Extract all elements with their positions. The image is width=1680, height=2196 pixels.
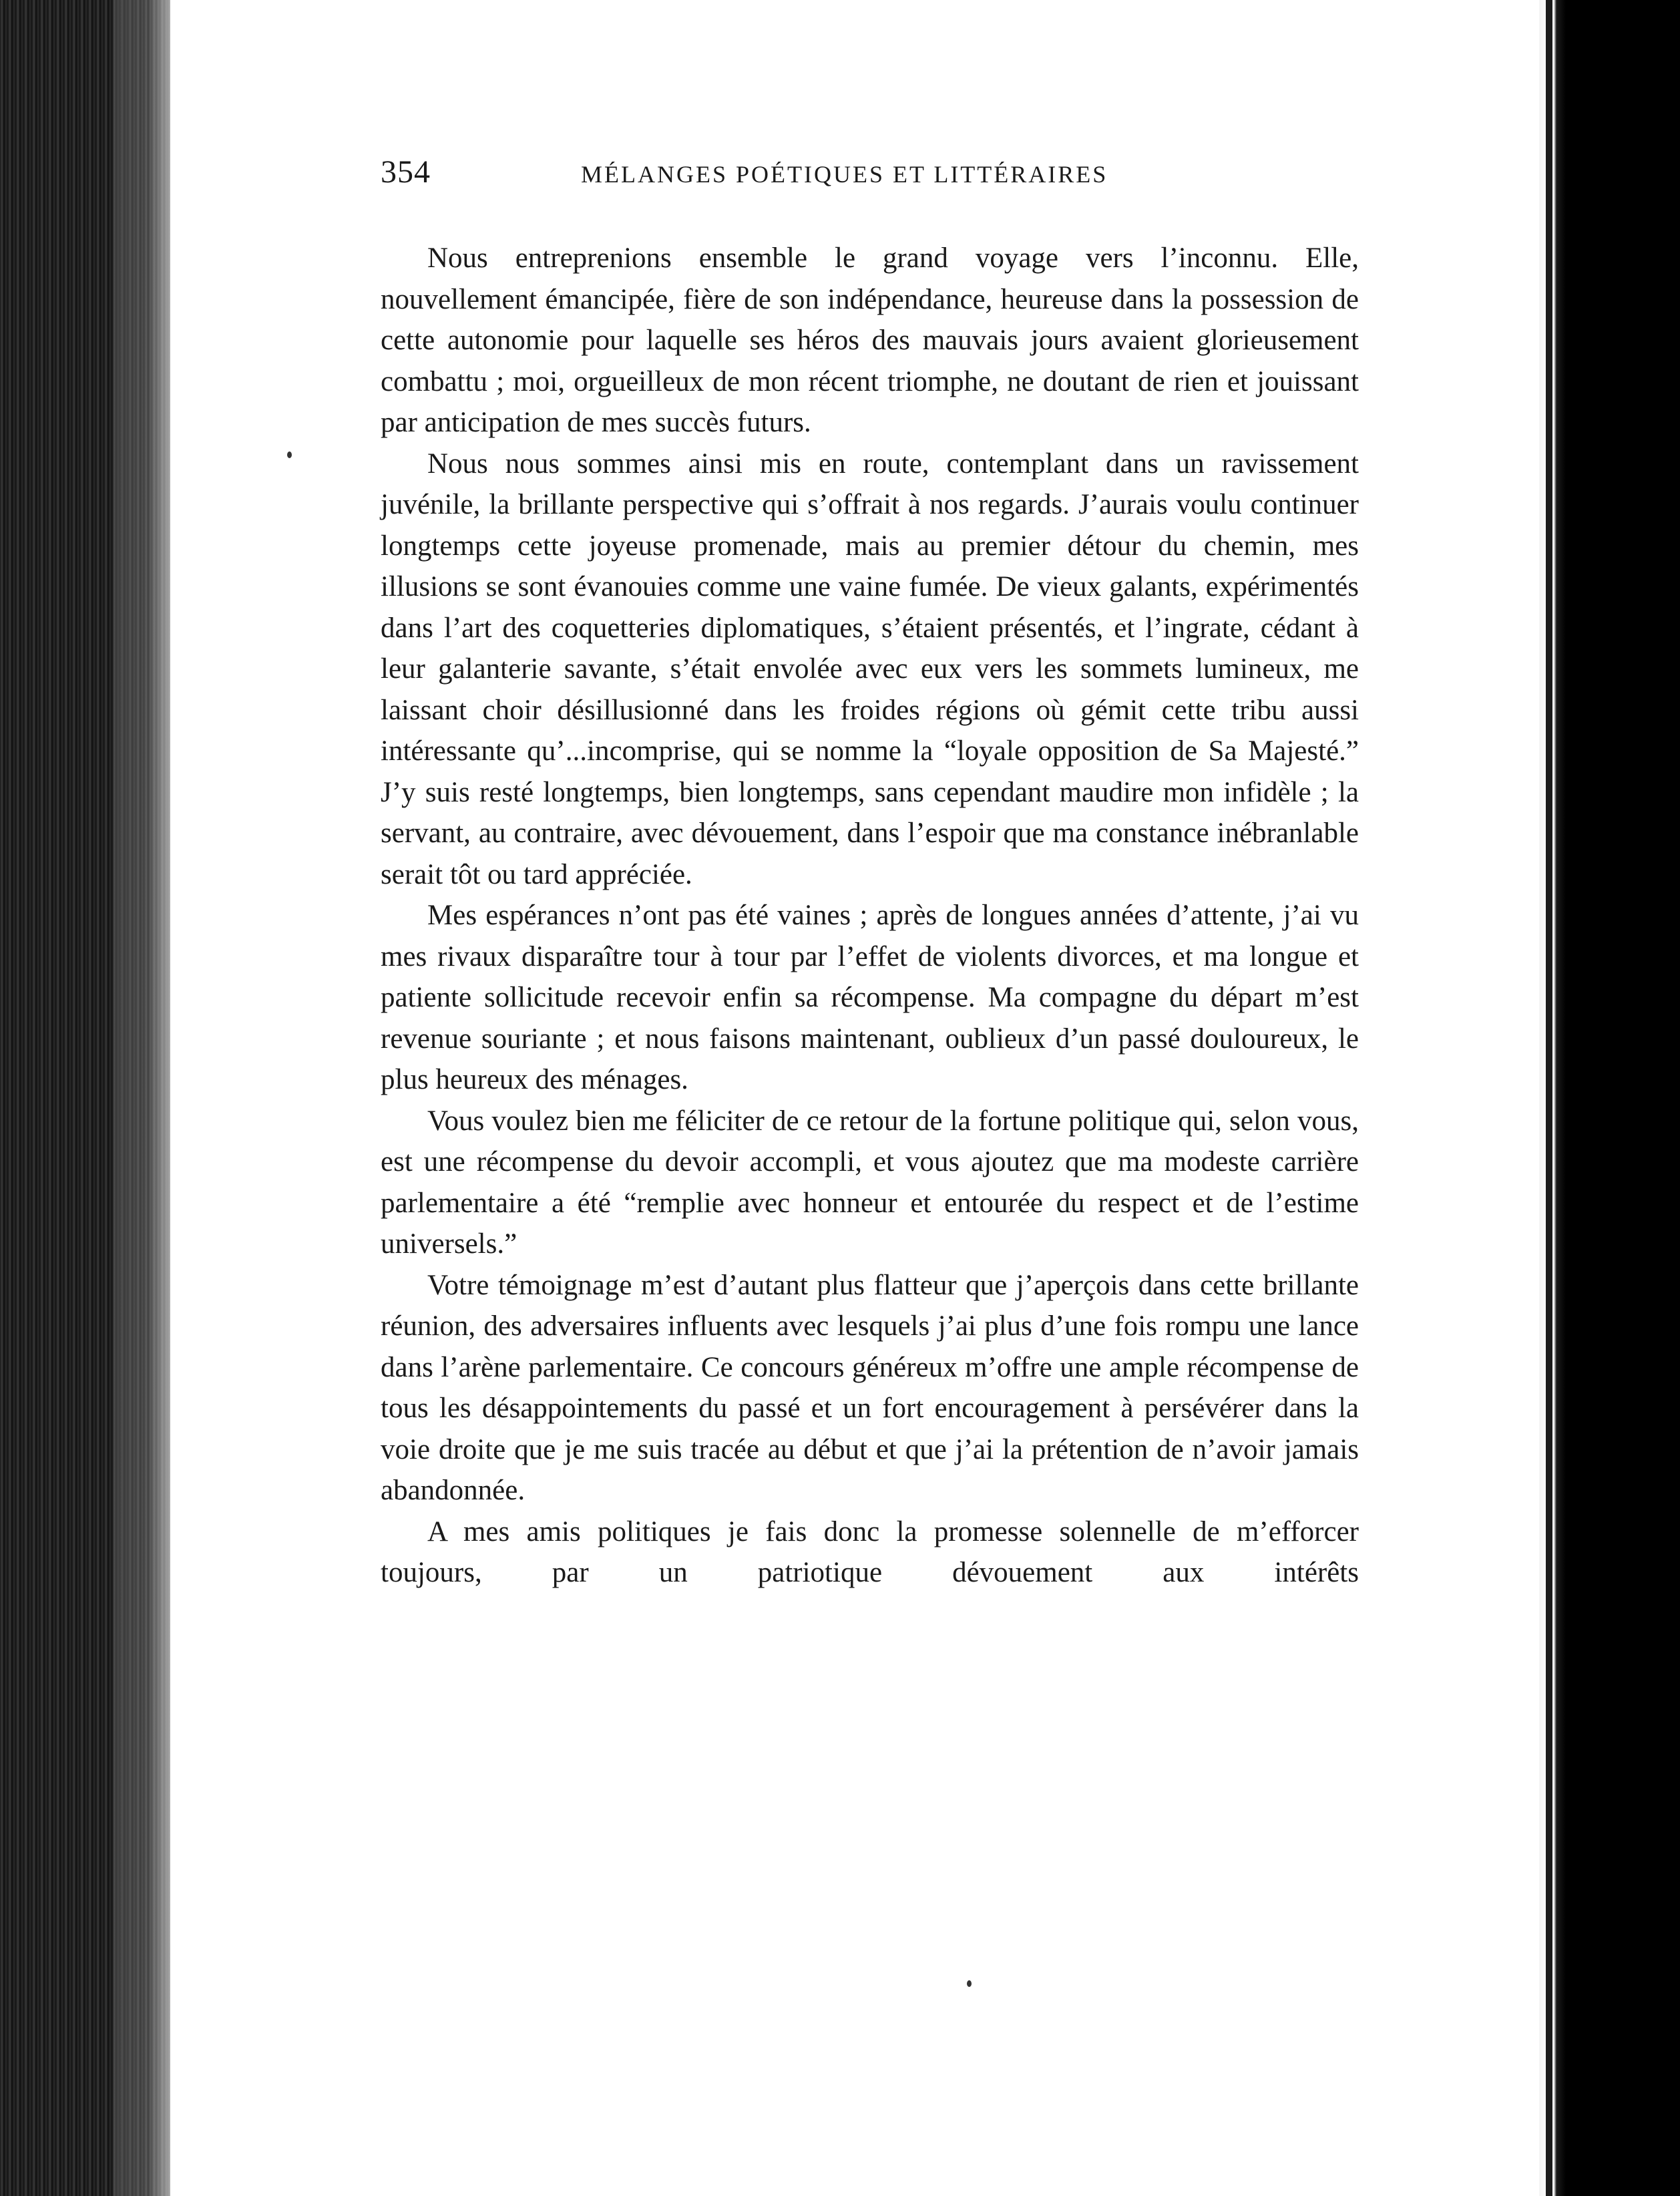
right-binding-line [1546,0,1552,2196]
page-gutter-shadow [114,0,170,2196]
running-head [381,154,1359,200]
scan-speck [287,451,292,458]
scan-speck [967,1980,972,1987]
page-number: 354 [381,154,431,190]
page-text-block [381,154,1359,1594]
paragraph: A mes amis politiques je fais donc la promesse solennelle de m’efforcer toujours, par un patriotique dévouement aux intérêts [381,1515,1359,1588]
right-page-edge [1539,0,1680,2196]
body-text [381,238,1359,1594]
book-title-header: MÉLANGES POÉTIQUES ET LITTÉRAIRES [581,161,1108,188]
paragraph: Votre témoignage m’est d’autant plus flatteur que j’aperçois dans cette brillante réunion, des adversaires influents avec lesquels j’ai plus d’une fois rompu une lance dans l’arène parlementaire. Ce concours généreux m’offre une ample récompense de tous les désappointements du passé et un fort encouragement à persévérer dans la voie droite que je me suis tracée au début et que j’ai la prétention de n’avoir jamais abandonnée. [381,1269,1359,1506]
paragraph: Vous voulez bien me féliciter de ce retour de la fortune politique qui, selon vous, est une récompense du devoir accompli, et vous ajoutez que ma modeste carrière parlementaire a été “remplie avec honneur et entourée du respect et de l’estime universels.” [381,1105,1359,1260]
paragraph: Nous nous sommes ainsi mis en route, contemplant dans un ravissement juvénile, la brillante perspective qui s’offrait à nos regards. J’aurais voulu continuer longtemps cette joyeuse promenade, mais au premier détour du chemin, mes illusions se sont évanouies comme une vaine fumée. De vieux galants, expérimentés dans l’art des coquetteries diplomatiques, s’étaient présentés, et l’ingrate, cédant à leur galanterie savante, s’était envolée avec eux vers les sommets lumineux, me laissant choir désillusionné dans les froides régions où gémit cette tribu aussi intéressante qu’...incomprise, qui se nomme la “loyale opposition de Sa Majesté.” J’y suis resté longtemps, bien longtemps, sans cependant maudire mon infidèle ; la servant, au contraire, avec dévouement, dans l’espoir que ma constance inébranlable serait tôt ou tard appréciée. [381,447,1359,890]
paragraph: Nous entreprenions ensemble le grand voyage vers l’inconnu. Elle, nouvellement émancipée, fière de son indépendance, heureuse dans la possession de cette autonomie pour laquelle ses héros des mauvais jours avaient glorieusement combattu ; moi, orgueilleux de mon récent triomphe, ne doutant de rien et jouissant par anticipation de mes succès futurs. [381,242,1359,438]
paragraph: Mes espérances n’ont pas été vaines ; après de longues années d’attente, j’ai vu mes rivaux disparaître tour à tour par l’effet de violents divorces, et ma longue et patiente sollicitude recevoir enfin sa récompense. Ma compagne du départ m’est revenue souriante ; et nous faisons maintenant, oublieux d’un passé douloureux, le plus heureux des ménages. [381,900,1359,1095]
